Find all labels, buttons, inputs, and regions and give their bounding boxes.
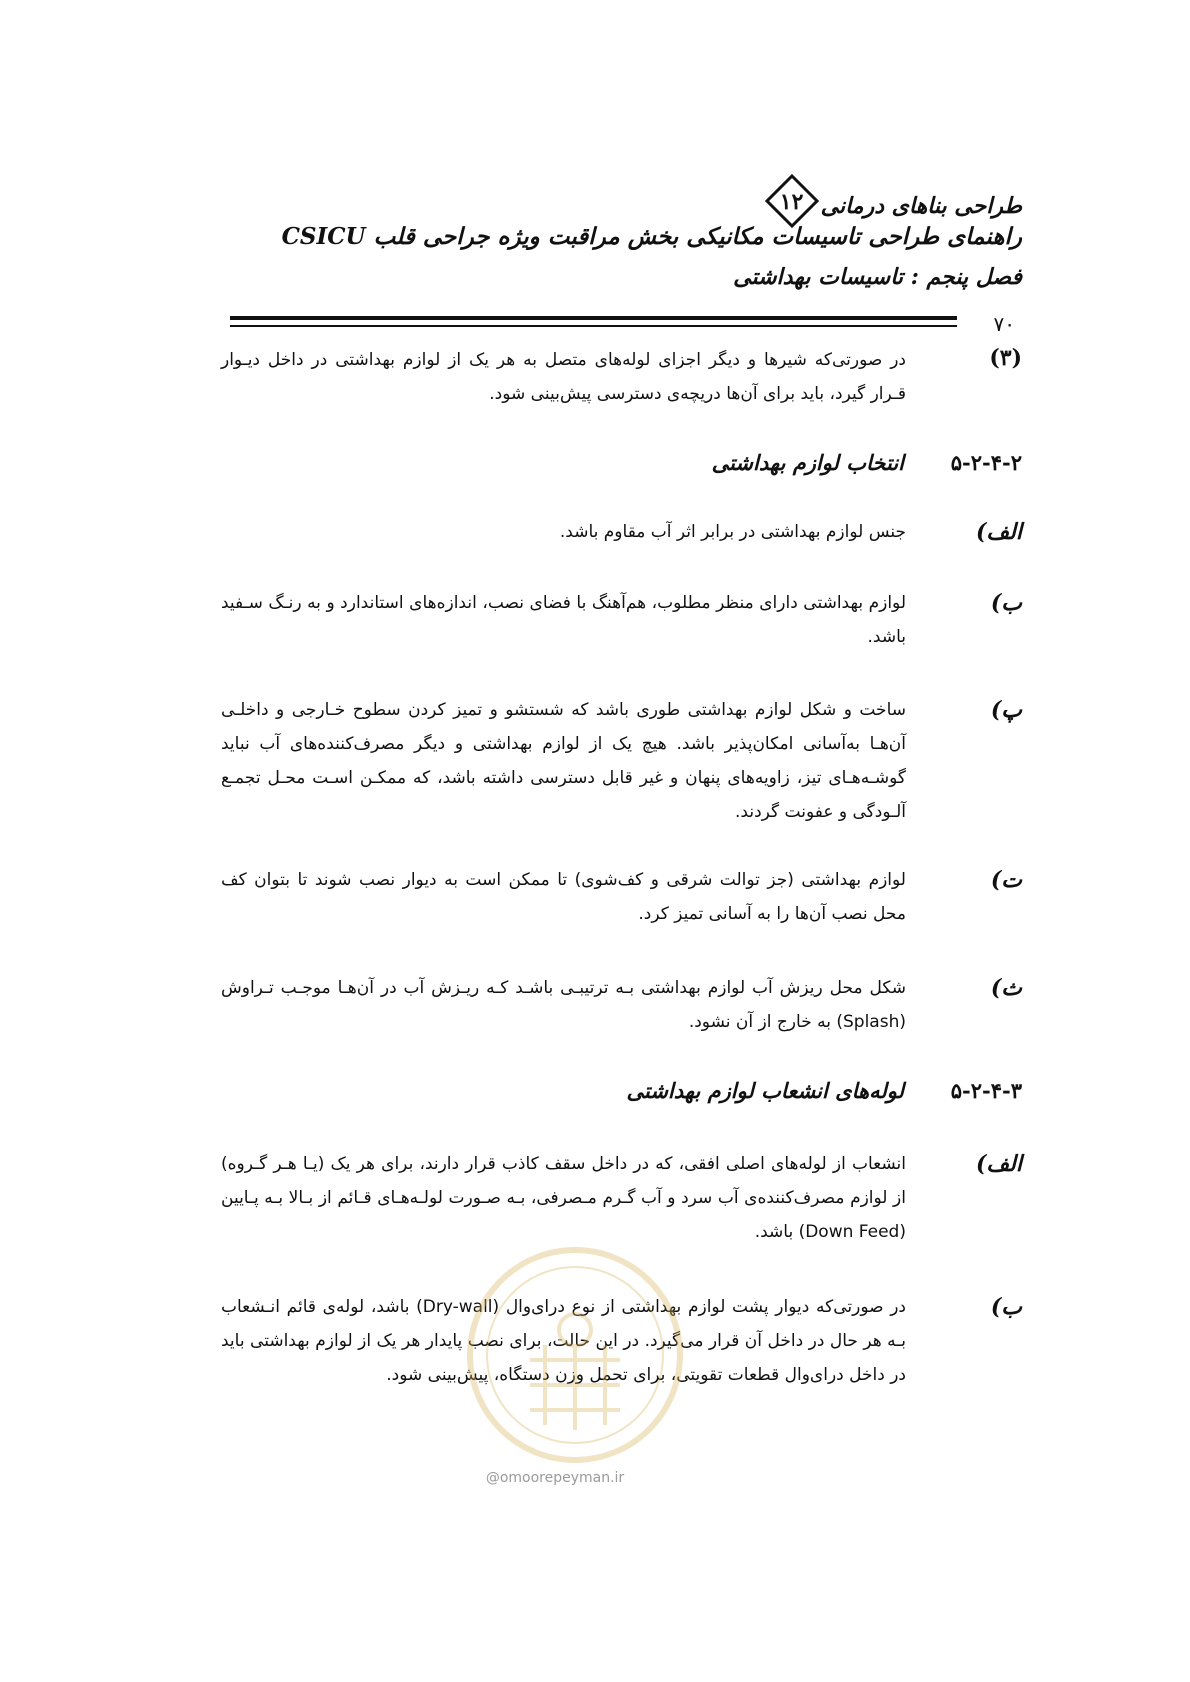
list-item [222,590,1022,660]
item-marker: پ) [990,697,1022,723]
item-marker: (۳) [989,345,1022,371]
section-heading [626,1078,1022,1103]
section-number: ۵-۲-۴-۲ [950,450,1022,475]
item-text: در صورتی‌که دیوار پشت لوازم بهداشتی از نوع درای‌وال (Dry-wall) باشد، لوله‌ی قائم انـشعاب بـه هر حال در داخل آن قرار می‌گیرد. در این حالت، برای نصب پایدار هر یک از لوازم بهداشتی باید در داخل درای‌وال قطعات تقویتی، برای تحمل وزن دستگاه، پیش‌بینی شود. [221,1297,906,1385]
watermark-url: @omoorepeyman.ir [485,1470,625,1486]
guide-title: راهنمای طراحی تاسیسات مکانیکی بخش مراقبت ویژه جراحی قلب CSICU [281,223,1022,250]
item-marker: ث) [990,975,1022,1001]
item-marker: ب) [990,590,1022,616]
volume-number-badge [765,174,819,228]
item-text: ساخت و شکل لوازم بهداشتی طوری باشد که شستشو و تمیز کردن سطوح خـارجی و داخلـی آن‌هـا به‌آسانی امکان‌پذیر باشد. هیچ یک از لوازم بهداشتی و دیگر مصرف‌کننده‌های آب نباید گوشـه‌هـای تیز، زاویه‌های پنهان و غیر قابل دسترسی داشته باشد، که ممکـن اسـت محـل تجمـع آلـودگی و عفونت گردند. [221,700,906,822]
item-marker: ب) [990,1294,1022,1320]
item-text: انشعاب از لوله‌های اصلی افقی، که در داخل سقف کاذب قرار دارند، برای هر یک (یـا هـر گـروه) از لوازم مصرف‌کننده‌ی آب سرد و آب گـرم مـصرفی، بـه صـورت لولـه‌هـای قـائم از بـالا بـه پـایین (Down Feed) باشد. [221,1154,906,1242]
item-text: شکل محل ریزش آب لوازم بهداشتی بـه ترتیبـی باشـد کـه ریـزش آب در آن‌هـا موجـب تـراوش (Splash) به خارج از آن نشود. [221,978,906,1032]
page-number: ۷۰ [993,312,1015,336]
list-item [222,519,1022,559]
item-text: در صورتی‌که شیرها و دیگر اجزای لوله‌های متصل به هر یک از لوازم بهداشتی در داخل دیـوار قـرار گیرد، باید برای آن‌ها دریچه‌ی دسترسی پیش‌بینی شود. [221,350,906,404]
section-title: انتخاب لوازم بهداشتی [711,450,904,475]
watermark-logo [460,1240,690,1470]
list-item [222,697,1022,837]
item-marker: ت) [990,867,1022,893]
list-item [222,867,1022,937]
section-title: لوله‌های انشعاب لوازم بهداشتی [626,1078,904,1103]
section-heading [712,450,1022,475]
item-text: لوازم بهداشتی (جز توالت شرقی و کف‌شوی) تا ممکن است به دیوار نصب شوند تا بتوان کف محل نصب آن‌ها را به آسانی تمیز کرد. [221,870,906,924]
section-number: ۵-۲-۴-۳ [950,1078,1022,1103]
item-text: لوازم بهداشتی دارای منظر مطلوب، هم‌آهنگ با فضای نصب، اندازه‌های استاندارد و به رنـگ سـفید باشد. [221,593,906,647]
volume-number: ۱۲ [779,189,804,215]
chapter-title: فصل پنجم : تاسیسات بهداشتی [733,264,1022,290]
header-divider-thick [230,316,957,320]
item-marker: الف) [976,519,1022,545]
list-item [222,345,1022,415]
list-item [222,975,1022,1045]
item-marker: الف) [976,1151,1022,1177]
book-series-title: طراحی بناهای درمانی [820,193,1022,219]
header-divider-thin [230,325,957,327]
item-text: جنس لوازم بهداشتی در برابر اثر آب مقاوم باشد. [559,522,906,542]
